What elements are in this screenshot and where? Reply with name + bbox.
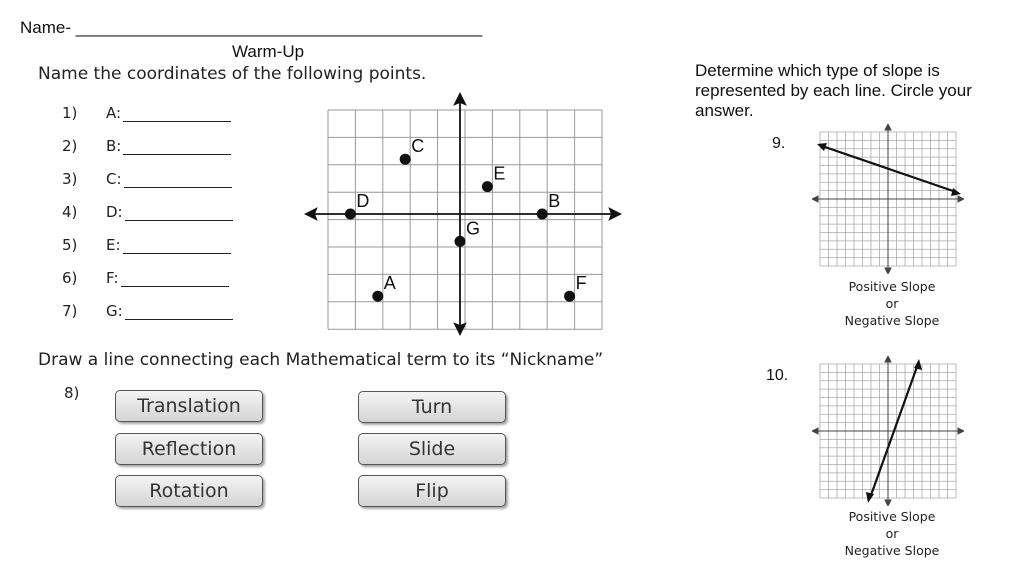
point-label-e: E <box>493 163 506 184</box>
nickname-flip[interactable]: Flip <box>358 475 506 507</box>
positive-slope-option[interactable]: Positive Slope <box>848 509 936 524</box>
point-d <box>345 209 356 220</box>
question-number: 1) <box>62 104 78 122</box>
term-reflection[interactable]: Reflection <box>115 433 263 465</box>
question-label: E: <box>106 236 121 254</box>
question-label: F: <box>106 269 119 287</box>
question-row <box>62 137 233 170</box>
question-number: 5) <box>62 236 78 254</box>
question-label: G: <box>106 302 123 320</box>
question-row <box>62 269 233 302</box>
question-row <box>62 170 233 203</box>
answer-blank[interactable] <box>124 170 232 188</box>
question-number: 6) <box>62 269 78 287</box>
positive-slope-option[interactable]: Positive Slope <box>848 279 936 294</box>
coordinate-grid <box>300 90 630 340</box>
point-label-g: G <box>466 218 481 239</box>
answer-blank[interactable] <box>125 302 233 320</box>
point-c <box>400 154 411 165</box>
slope-10-options <box>827 508 957 559</box>
nickname-slide[interactable]: Slide <box>358 433 506 465</box>
point-label-c: C <box>411 136 425 157</box>
arrow-left-icon <box>812 196 818 202</box>
question-row <box>62 104 233 137</box>
question-row <box>62 236 233 269</box>
question-label: A: <box>106 104 122 122</box>
question-label: D: <box>106 203 123 221</box>
arrow-up-icon <box>455 94 465 104</box>
question-row <box>62 302 233 335</box>
or-text: or <box>885 296 899 311</box>
slope-line-9 <box>822 146 956 192</box>
arrow-right-icon <box>958 428 964 434</box>
arrow-right-icon <box>610 209 620 219</box>
slope-instructions: Determine which type of slope is represented by each line. Circle your answer. <box>695 61 972 120</box>
answer-blank[interactable] <box>123 104 231 122</box>
term-rotation[interactable]: Rotation <box>115 475 263 507</box>
slope-graph-9 <box>812 124 964 274</box>
term-translation[interactable]: Translation <box>115 390 263 422</box>
arrowhead-icon <box>817 143 827 151</box>
slope-9-options <box>827 278 957 329</box>
point-g <box>455 236 466 247</box>
point-f <box>564 291 575 302</box>
arrow-down-icon <box>885 500 891 506</box>
question-label: B: <box>106 137 122 155</box>
slope-question-number: 9. <box>772 135 786 152</box>
matching-number: 8) <box>64 384 80 402</box>
arrow-left-icon <box>812 428 818 434</box>
point-a <box>372 291 383 302</box>
slope-graph-10 <box>812 356 964 506</box>
warmup-title: Warm-Up <box>232 42 305 61</box>
answer-blank[interactable] <box>125 203 233 221</box>
arrow-left-icon <box>306 209 316 219</box>
point-e <box>482 181 493 192</box>
question-number: 3) <box>62 170 78 188</box>
nickname-turn[interactable]: Turn <box>358 391 506 423</box>
point-label-f: F <box>575 273 587 294</box>
arrow-up-icon <box>885 124 891 130</box>
negative-slope-option[interactable]: Negative Slope <box>844 543 940 558</box>
question-number: 7) <box>62 302 78 320</box>
or-text: or <box>885 526 899 541</box>
arrowhead-icon <box>866 492 874 503</box>
negative-slope-option[interactable]: Negative Slope <box>844 313 940 328</box>
question-label: C: <box>106 170 122 188</box>
answer-blank[interactable] <box>123 236 231 254</box>
question-number: 2) <box>62 137 78 155</box>
arrow-up-icon <box>885 356 891 362</box>
matching-heading: Draw a line connecting each Mathematical term to its “Nickname” <box>38 350 604 370</box>
point-label-a: A <box>383 273 396 294</box>
point-label-b: B <box>548 191 561 211</box>
arrowhead-icon <box>914 359 922 370</box>
answer-blank[interactable] <box>123 137 231 155</box>
arrow-right-icon <box>958 196 964 202</box>
coordinates-heading: Name the coordinates of the following points. <box>38 64 427 84</box>
answer-blank[interactable] <box>121 269 229 287</box>
arrow-down-icon <box>455 324 465 334</box>
arrow-down-icon <box>885 268 891 274</box>
name-field[interactable]: Name- ___________________________________________ <box>20 18 483 37</box>
question-number: 4) <box>62 203 78 221</box>
point-b <box>537 209 548 220</box>
slope-question-number: 10. <box>766 367 789 384</box>
question-row <box>62 203 233 236</box>
coordinate-question-list <box>62 104 233 335</box>
point-label-d: D <box>356 191 370 211</box>
